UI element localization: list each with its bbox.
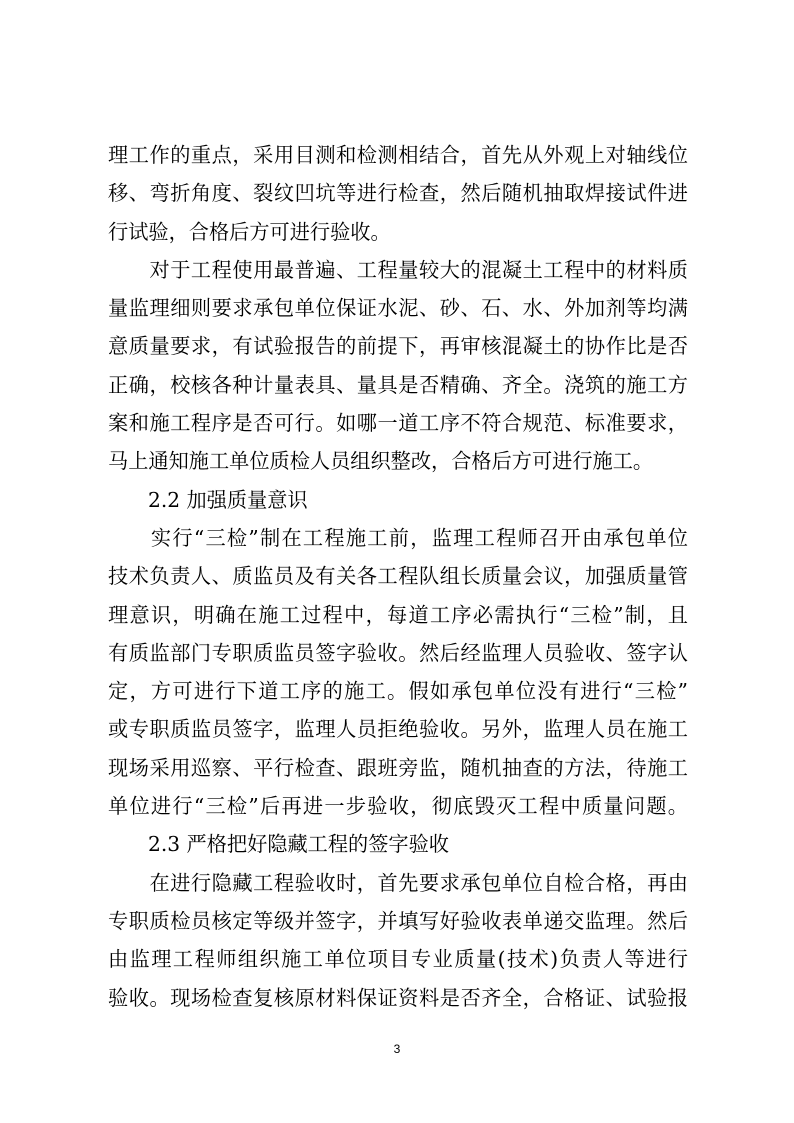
text-line: 在进行隐藏工程验收时，首先要求承包单位自检合格，再由 — [108, 870, 688, 895]
text-line: 案和施工程序是否可行。如哪一道工序不符合规范、标准要求， — [108, 411, 688, 436]
text-line: 有质监部门专职质监员签字验收。然后经监理人员验收、签字认 — [108, 640, 688, 665]
body-text — [108, 136, 688, 1017]
text-line: 技术负责人、质监员及有关各工程队组长质量会议，加强质量管 — [108, 564, 688, 589]
text-line: 理工作的重点，采用目测和检测相结合，首先从外观上对轴线位 — [108, 143, 688, 167]
section-heading: 2.3 严格把好隐藏工程的签字验收 — [148, 832, 449, 857]
text-line: 移、弯折角度、裂纹凹坑等进行检查，然后随机抽取焊接试件进 — [108, 181, 688, 206]
text-line: 对于工程使用最普遍、工程量较大的混凝土工程中的材料质 — [108, 257, 688, 282]
text-line: 实行“三检”制在工程施工前，监理工程师召开由承包单位 — [108, 525, 688, 550]
text-line: 理意识，明确在施工过程中，每道工序必需执行“三检”制，且 — [108, 602, 688, 627]
text-line: 正确，校核各种计量表具、量具是否精确、齐全。浇筑的施工方 — [108, 372, 688, 397]
text-line: 验收。现场检查复核原材料保证资料是否齐全，合格证、试验报 — [108, 985, 688, 1010]
page-number: 3 — [393, 1042, 401, 1056]
text-line: 或专职质监员签字，监理人员拒绝验收。另外，监理人员在施工 — [108, 717, 688, 742]
text-line: 马上通知施工单位质检人员组织整改，合格后方可进行施工。 — [108, 449, 654, 474]
text-line: 行试验，合格后方可进行验收。 — [108, 219, 391, 244]
text-line: 由监理工程师组织施工单位项目专业质量(技术)负责人等进行 — [108, 947, 688, 972]
text-line: 单位进行“三检”后再进一步验收，彻底毁灭工程中质量问题。 — [108, 794, 688, 819]
text-line: 定，方可进行下道工序的施工。假如承包单位没有进行“三检” — [108, 679, 688, 704]
text-line: 现场采用巡察、平行检查、跟班旁监，随机抽查的方法，待施工 — [108, 755, 688, 780]
text-line: 专职质检员核定等级并签字，并填写好验收表单递交监理。然后 — [108, 908, 688, 933]
text-line: 意质量要求，有试验报告的前提下，再审核混凝土的协作比是否 — [108, 334, 688, 359]
text-line: 量监理细则要求承包单位保证水泥、砂、石、水、外加剂等均满 — [108, 296, 688, 321]
section-heading: 2.2 加强质量意识 — [148, 487, 308, 512]
